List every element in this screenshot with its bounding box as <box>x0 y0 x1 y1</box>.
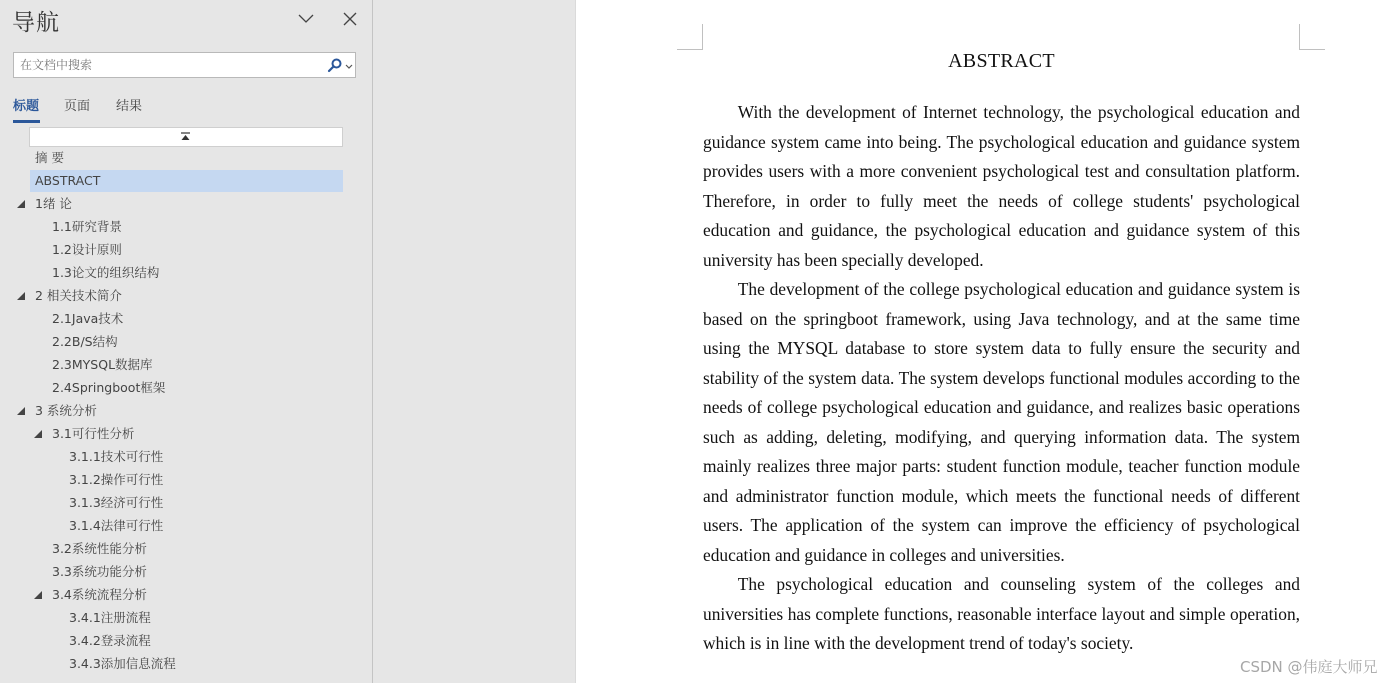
triangle-expanded-icon[interactable] <box>34 591 42 599</box>
outline-item-label: 3.4.1注册流程 <box>69 610 151 625</box>
outline-item-label: 3.1可行性分析 <box>52 426 135 441</box>
outline-item[interactable] <box>30 607 343 629</box>
outline-item[interactable] <box>30 492 343 514</box>
outline-item-label: 3.1.4法律可行性 <box>69 518 164 533</box>
document-page[interactable] <box>575 0 1400 683</box>
outline-item-label: 摘 要 <box>35 150 64 165</box>
outline-item-label: 1.3论文的组织结构 <box>52 265 160 280</box>
outline-item[interactable] <box>30 400 343 422</box>
outline-item-label: 3.4.2登录流程 <box>69 633 151 648</box>
nav-close-button[interactable] <box>338 8 362 30</box>
tab-pages[interactable]: 页面 <box>64 99 91 114</box>
outline-item-label: 3.2系统性能分析 <box>52 541 147 556</box>
search-box <box>13 52 356 78</box>
tab-results[interactable]: 结果 <box>116 99 143 114</box>
outline-item[interactable] <box>30 561 343 583</box>
watermark: CSDN @伟庭大师兄 <box>1240 658 1378 676</box>
outline-item[interactable] <box>30 423 343 445</box>
outline-item-label: 3.4系统流程分析 <box>52 587 147 602</box>
outline-item-label: 2.4Springboot框架 <box>52 380 166 395</box>
outline-item-label: 2.1Java技术 <box>52 311 124 326</box>
chevron-down-icon <box>294 8 318 30</box>
outline-item-label: 2 相关技术简介 <box>35 288 122 303</box>
outline-item-label: 1.1研究背景 <box>52 219 122 234</box>
triangle-expanded-icon[interactable] <box>17 292 25 300</box>
search-options-button[interactable] <box>344 58 354 72</box>
search-button[interactable] <box>327 57 343 73</box>
paragraph: With the development of Internet technology, the psychological education and guidance system came into being. The psychological education and guidance system provides users with a more convenient psychological test and consultation platform. Therefore, in order to fully meet the needs of college students' psychological education and guidance, the psychological education and guidance system of this university has been specially developed. <box>703 102 1300 270</box>
nav-pane-title: 导航 <box>12 10 60 36</box>
outline-item[interactable] <box>30 285 343 307</box>
search-icon <box>327 57 343 73</box>
margin-marker-top-right <box>1299 24 1325 50</box>
outline-item[interactable] <box>30 515 343 537</box>
scroll-to-top-button[interactable] <box>29 127 343 147</box>
outline-item-label: ABSTRACT <box>35 173 101 188</box>
outline-item-label: 3.1.1技术可行性 <box>69 449 164 464</box>
outline-item[interactable] <box>30 262 343 284</box>
outline-item-label: 3.3系统功能分析 <box>52 564 147 579</box>
active-tab-indicator <box>13 120 40 123</box>
outline-item[interactable] <box>30 331 343 353</box>
outline-item[interactable] <box>30 653 343 675</box>
paragraph: The development of the college psychological education and guidance system is based on the springboot framework, using Java technology, and at the same time using the MYSQL database to store system data to fully ensure the security and stability of the system data. The system develops functional modules according to the needs of college psychological education and guidance, and realizes basic operations such as adding, deleting, modifying, and querying information data. The system mainly realizes three major parts: student function module, teacher function module and administrator function module, which meets the functional needs of different users. The application of the system can improve the efficiency of psychological education and guidance in colleges and universities. <box>703 279 1300 565</box>
margin-marker-top-left <box>677 24 703 50</box>
outline-item-label: 2.3MYSQL数据库 <box>52 357 153 372</box>
document-heading: ABSTRACT <box>948 50 1055 72</box>
chevron-down-icon <box>344 59 354 73</box>
outline-item[interactable] <box>30 239 343 261</box>
outline-item-label: 3.1.3经济可行性 <box>69 495 164 510</box>
outline-item[interactable] <box>30 469 343 491</box>
outline-item[interactable] <box>30 354 343 376</box>
outline-item-label: 2.2B/S结构 <box>52 334 118 349</box>
outline-item-label: 3 系统分析 <box>35 403 97 418</box>
outline-item[interactable] <box>30 193 343 215</box>
paragraph: The psychological education and counseling system of the colleges and universities has complete functions, reasonable interface layout and simple operation, which is in line with the development trend of today's society. <box>703 574 1300 653</box>
outline-item[interactable] <box>30 147 343 169</box>
tab-headings[interactable]: 标题 <box>13 99 40 114</box>
outline-item[interactable] <box>30 377 343 399</box>
outline-item-label: 1.2设计原则 <box>52 242 122 257</box>
outline-item-label: 3.1.2操作可行性 <box>69 472 164 487</box>
outline-item[interactable] <box>30 308 343 330</box>
document-body[interactable] <box>703 98 1300 659</box>
outline-item[interactable] <box>30 584 343 606</box>
triangle-expanded-icon[interactable] <box>17 407 25 415</box>
triangle-expanded-icon[interactable] <box>34 430 42 438</box>
outline-item-label: 3.4.3添加信息流程 <box>69 656 176 671</box>
outline-item[interactable] <box>30 630 343 652</box>
outline-item[interactable] <box>30 216 343 238</box>
outline-item[interactable] <box>30 446 343 468</box>
outline-item[interactable] <box>30 538 343 560</box>
close-icon <box>338 8 362 30</box>
triangle-expanded-icon[interactable] <box>17 200 25 208</box>
nav-options-button[interactable] <box>294 8 318 30</box>
search-input[interactable] <box>14 53 319 77</box>
outline-item-label: 1绪 论 <box>35 196 72 211</box>
outline-item[interactable] <box>30 170 343 192</box>
navigation-pane <box>0 0 373 683</box>
scroll-to-top-icon <box>181 132 190 142</box>
